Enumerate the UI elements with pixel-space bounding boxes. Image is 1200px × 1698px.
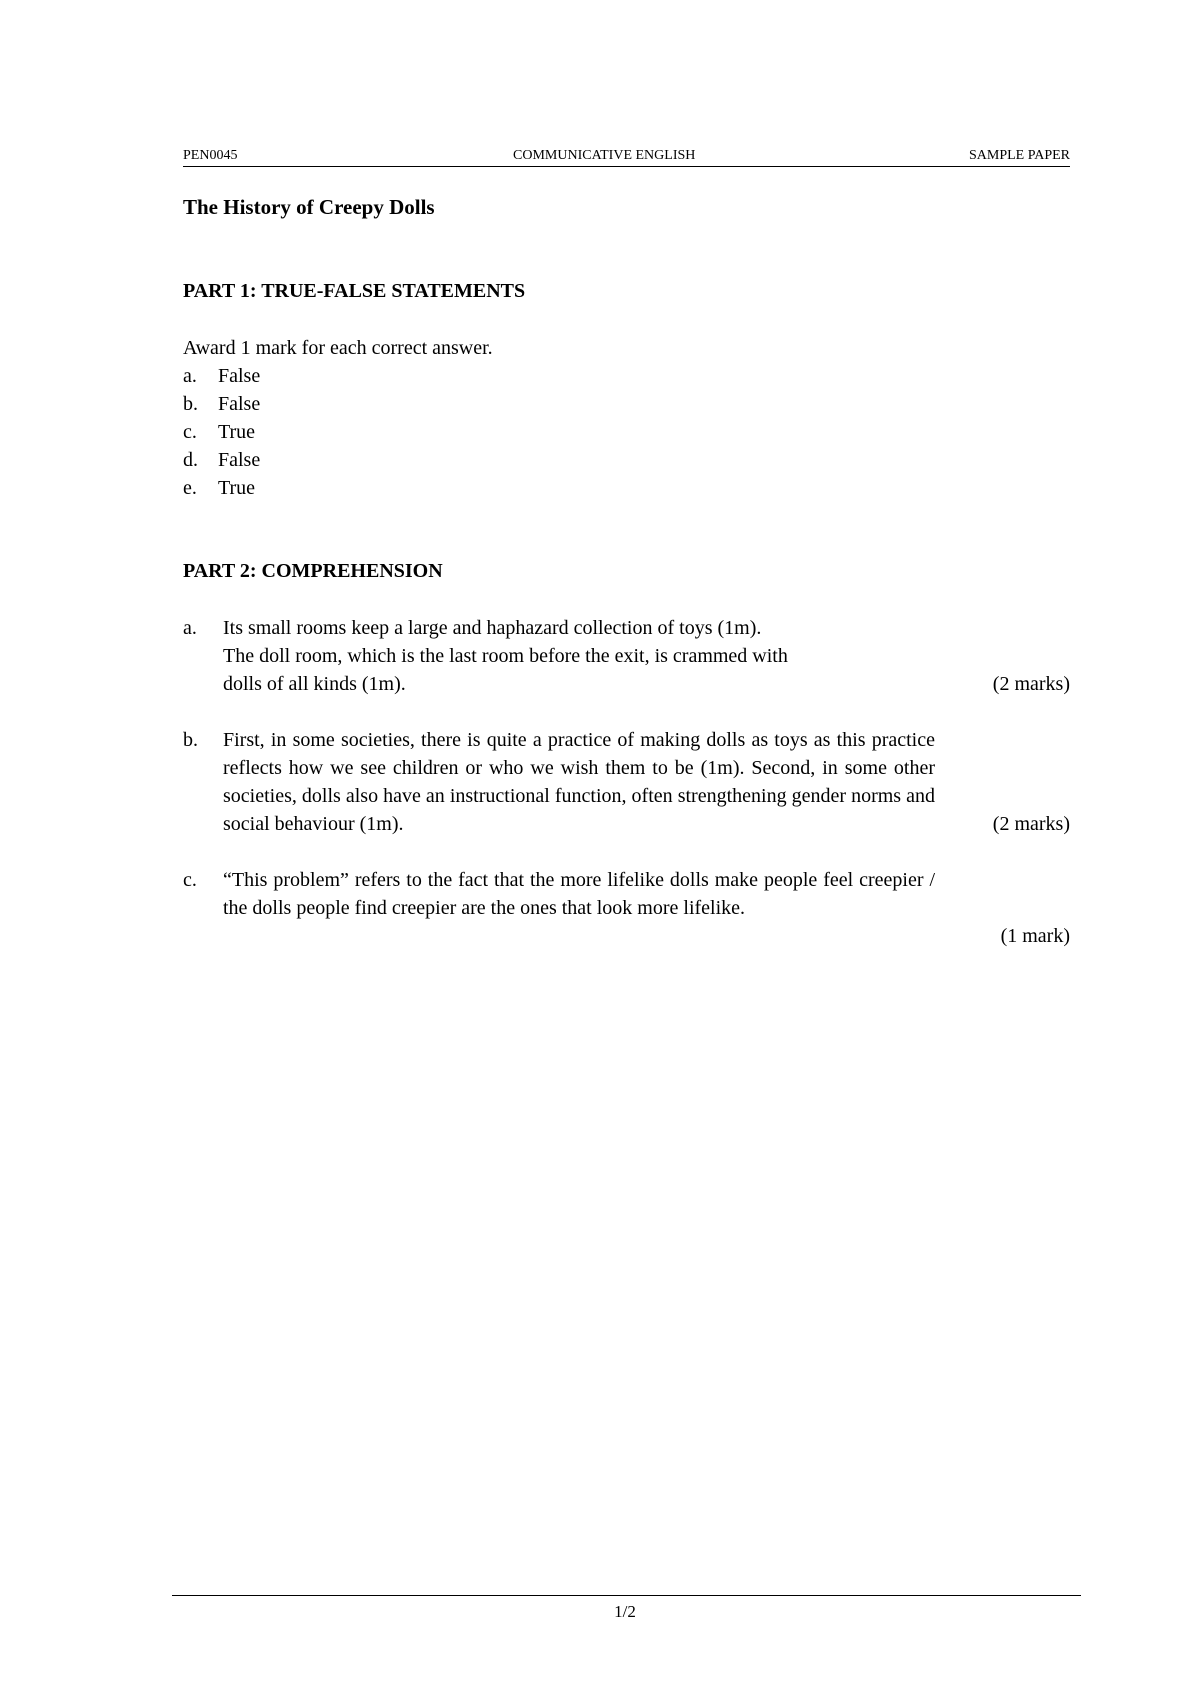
answer-letter: a. [183, 365, 197, 387]
page-header [183, 146, 1070, 167]
question-answer-text: First, in some societies, there is quite a practice of making dolls as toys as this practice reflects how we see children or who we wish them to be (1m). Second, in some other societies, dolls also have an instructional function, often strengthening gender norms and social behaviour (1m). [223, 729, 935, 835]
question-c [183, 866, 1070, 950]
part2-heading: PART 2: COMPREHENSION [183, 560, 443, 582]
answer-value: False [218, 449, 261, 471]
answer-value: False [218, 393, 261, 415]
footer-divider [172, 1595, 1081, 1596]
answer-line: The doll room, which is the last room before the exit, is crammed with [223, 645, 788, 667]
course-code: PEN0045 [183, 148, 238, 163]
question-b [183, 726, 1070, 838]
question-letter: c. [183, 869, 197, 891]
question-a [183, 614, 1070, 698]
document-title: The History of Creepy Dolls [183, 195, 435, 219]
question-marks: (2 marks) [992, 673, 1070, 695]
question-answer-text: “This problem” refers to the fact that the more lifelike dolls make people feel creepier / the dolls people find creepier are the ones that look more lifelike. [223, 869, 935, 919]
paper-type: SAMPLE PAPER [968, 148, 1070, 163]
question-letter: a. [183, 617, 197, 639]
answer-letter: d. [183, 449, 198, 471]
answer-value: True [218, 477, 256, 499]
question-marks: (1 mark) [1000, 925, 1070, 947]
answer-value: True [218, 421, 256, 443]
answer-letter: e. [183, 477, 197, 499]
answer-line: dolls of all kinds (1m). [223, 673, 406, 695]
part1-heading: PART 1: TRUE-FALSE STATEMENTS [183, 280, 526, 302]
answer-value: False [218, 365, 261, 387]
question-letter: b. [183, 729, 198, 751]
answer-letter: c. [183, 421, 197, 443]
course-name: COMMUNICATIVE ENGLISH [513, 148, 696, 163]
answer-letter: b. [183, 393, 198, 415]
part1-instruction: Award 1 mark for each correct answer. [183, 337, 493, 359]
answer-line: Its small rooms keep a large and haphazard collection of toys (1m). [223, 617, 762, 639]
question-answer-text [223, 614, 983, 698]
page-number: 1/2 [614, 1602, 636, 1621]
question-marks: (2 marks) [992, 813, 1070, 835]
